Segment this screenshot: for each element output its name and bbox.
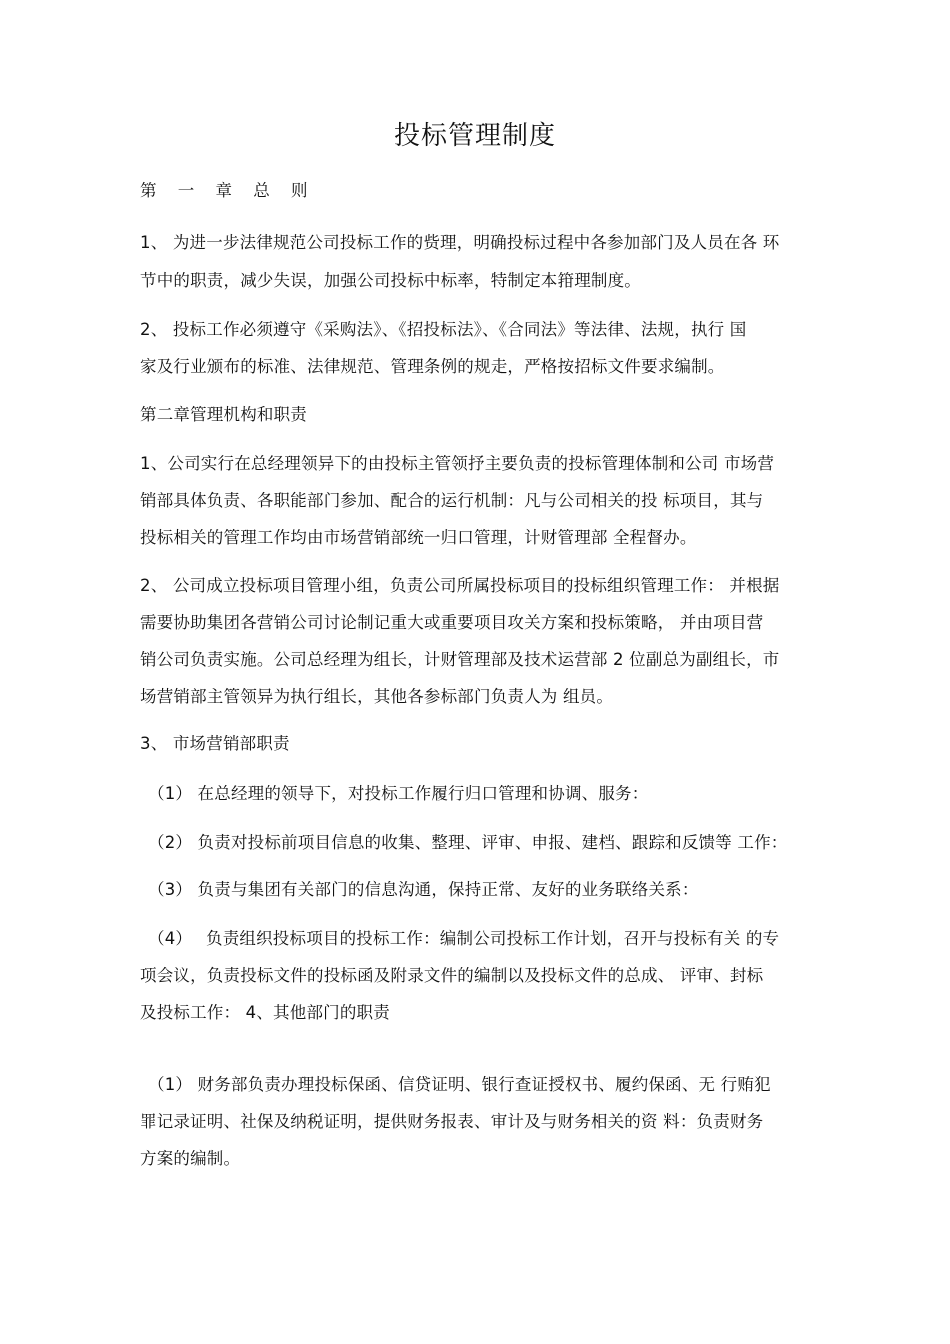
list-item: （3） 负责与集团有关部门的信息沟通，保持正常、友好的业务联络关系： [148, 880, 699, 899]
chapter-1-heading: 第 一 章 总 则 [140, 181, 316, 200]
section-3-heading: 3、 市场营销部职责 [140, 734, 290, 753]
paragraph-line: 方案的编制。 [140, 1149, 241, 1168]
list-item: （4） 负责组织投标项目的投标工作：编制公司投标工作计划，召开与投标有关 的专 [148, 929, 780, 948]
paragraph-line: 及投标工作： 4、其他部门的职责 [140, 1003, 390, 1022]
paragraph-line: 2、 公司成立投标项目管理小组，负责公司所属投标项目的投标组织管理工作： 并根据 [140, 576, 780, 595]
list-item: （1） 在总经理的领导下，对投标工作履行归口管理和协调、服务： [148, 784, 649, 803]
list-item: （1） 财务部负责办理投标保函、信贷证明、银行查证授权书、履约保函、无 行贿犯 [148, 1075, 771, 1094]
paragraph-line: 罪记录证明、社保及纳税证明，提供财务报表、审计及与财务相关的资 料：负责财务 [140, 1112, 764, 1131]
paragraph-line: 场营销部主管领异为执行组长，其他各参标部门负责人为 组员。 [140, 687, 614, 706]
document-title: 投标管理制度 [393, 121, 556, 151]
paragraph-line: 销公司负责实施。公司总经理为组长，计财管理部及技术运营部 2 位副总为副组长，市 [140, 650, 780, 669]
paragraph-line: 1、公司实行在总经理领异下的由投标主管领抒主要负责的投标管理体制和公司 市场营 [140, 454, 775, 473]
list-item: （2） 负责对投标前项目信息的收集、整理、评审、申报、建档、跟踪和反馈等 工作： [148, 833, 788, 852]
paragraph-line: 1、 为进一步法律规范公司投标工作的赀理，明确投标过程中各参加部门及人员在各 环 [140, 233, 780, 252]
paragraph-line: 需要协助集团各营销公司讨论制记重大或重要项目攻关方案和投标策略， 并由项目营 [140, 613, 764, 632]
paragraph-line: 销部具体负责、各职能部门参加、配合的运行机制：凡与公司相关的投 标项目，其与 [140, 491, 764, 510]
paragraph-line: 投标相关的管理工作均由市场营销部统一归口管理，计财管理部 全程督办。 [140, 528, 697, 547]
paragraph-line: 家及行业颁布的标准、法律规范、管理条例的规走，严格按招标文件要求编制。 [140, 357, 725, 376]
chapter-2-heading: 第二章管理机构和职责 [140, 405, 307, 424]
paragraph-line: 2、 投标工作必须遵守《采购法》、《招投标法》、《合同法》等法律、法规，执行 国 [140, 320, 747, 339]
paragraph-line: 节中的职责，减少失误，加强公司投标中标率，特制定本箝理制度。 [140, 271, 641, 290]
paragraph-line: 项会议，负责投标文件的投标函及附录文件的编制以及投标文件的总成、 评审、封标 [140, 966, 764, 985]
